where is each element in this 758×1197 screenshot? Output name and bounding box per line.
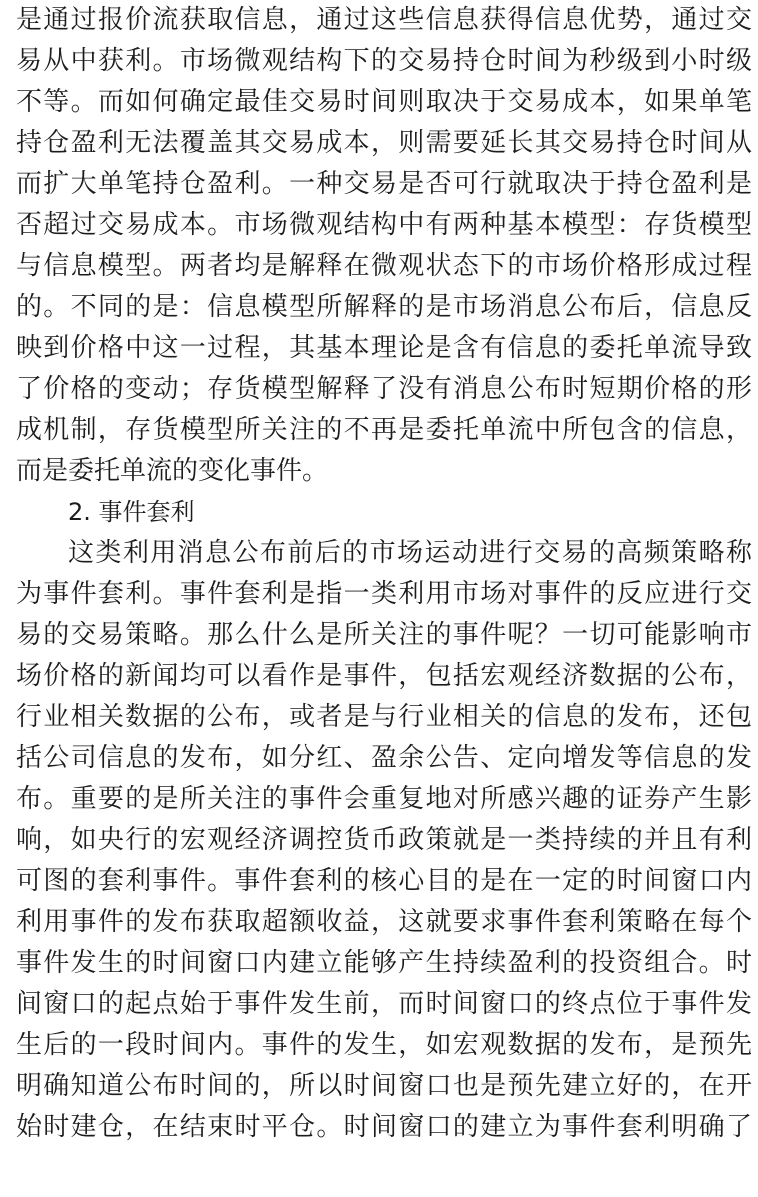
paragraph-2-line: 布。重要的是所关注的事件会重复地对所感兴趣的证券产生影 — [16, 784, 752, 814]
section-heading: 2. 事件套利 — [68, 498, 195, 526]
paragraph-2-line: 响，如央行的宏观经济调控货币政策就是一类持续的并且有利 — [16, 825, 752, 855]
paragraph-1-line: 不等。而如何确定最佳交易时间则取决于交易成本，如果单笔 — [16, 87, 752, 117]
paragraph-2-line: 为事件套利。事件套利是指一类利用市场对事件的反应进行交 — [16, 579, 752, 609]
paragraph-2-line: 生后的一段时间内。事件的发生，如宏观数据的发布，是预先 — [16, 1030, 752, 1060]
paragraph-1-line: 而是委托单流的变化事件。 — [16, 456, 329, 486]
paragraph-2-line: 场价格的新闻均可以看作是事件，包括宏观经济数据的公布， — [16, 661, 752, 691]
paragraph-1-line: 是通过报价流获取信息，通过这些信息获得信息优势，通过交 — [16, 5, 752, 35]
paragraph-2-line: 明确知道公布时间的，所以时间窗口也是预先建立好的，在开 — [16, 1071, 752, 1101]
paragraph-2-line: 事件发生的时间窗口内建立能够产生持续盈利的投资组合。时 — [16, 948, 752, 978]
paragraph-2-line: 间窗口的起点始于事件发生前，而时间窗口的终点位于事件发 — [16, 989, 752, 1019]
paragraph-2-line: 行业相关数据的公布，或者是与行业相关的信息的发布，还包 — [16, 702, 752, 732]
paragraph-1-line: 映到价格中这一过程，其基本理论是含有信息的委托单流导致 — [16, 333, 752, 363]
paragraph-1-line: 成机制，存货模型所关注的不再是委托单流中所包含的信息， — [16, 415, 752, 445]
paragraph-2-line: 可图的套利事件。事件套利的核心目的是在一定的时间窗口内 — [16, 866, 752, 896]
paragraph-1-line: 易从中获利。市场微观结构下的交易持仓时间为秒级到小时级 — [16, 46, 752, 76]
paragraph-1-line: 的。不同的是：信息模型所解释的是市场消息公布后，信息反 — [16, 292, 752, 322]
paragraph-1-line: 了价格的变动；存货模型解释了没有消息公布时短期价格的形 — [16, 374, 752, 404]
paragraph-2-line: 利用事件的发布获取超额收益，这就要求事件套利策略在每个 — [16, 907, 752, 937]
paragraph-1-line: 与信息模型。两者均是解释在微观状态下的市场价格形成过程 — [16, 251, 752, 281]
paragraph-2-line: 这类利用消息公布前后的市场运动进行交易的高频策略称 — [68, 538, 752, 568]
paragraph-1-line: 否超过交易成本。市场微观结构中有两种基本模型：存货模型 — [16, 210, 752, 240]
paragraph-1-line: 而扩大单笔持仓盈利。一种交易是否可行就取决于持仓盈利是 — [16, 169, 752, 199]
paragraph-2-line: 括公司信息的发布，如分红、盈余公告、定向增发等信息的发 — [16, 743, 752, 773]
paragraph-2-line: 始时建仓，在结束时平仓。时间窗口的建立为事件套利明确了 — [16, 1112, 752, 1142]
paragraph-2-line: 易的交易策略。那么什么是所关注的事件呢？一切可能影响市 — [16, 620, 752, 650]
paragraph-1-line: 持仓盈利无法覆盖其交易成本，则需要延长其交易持仓时间从 — [16, 128, 752, 158]
